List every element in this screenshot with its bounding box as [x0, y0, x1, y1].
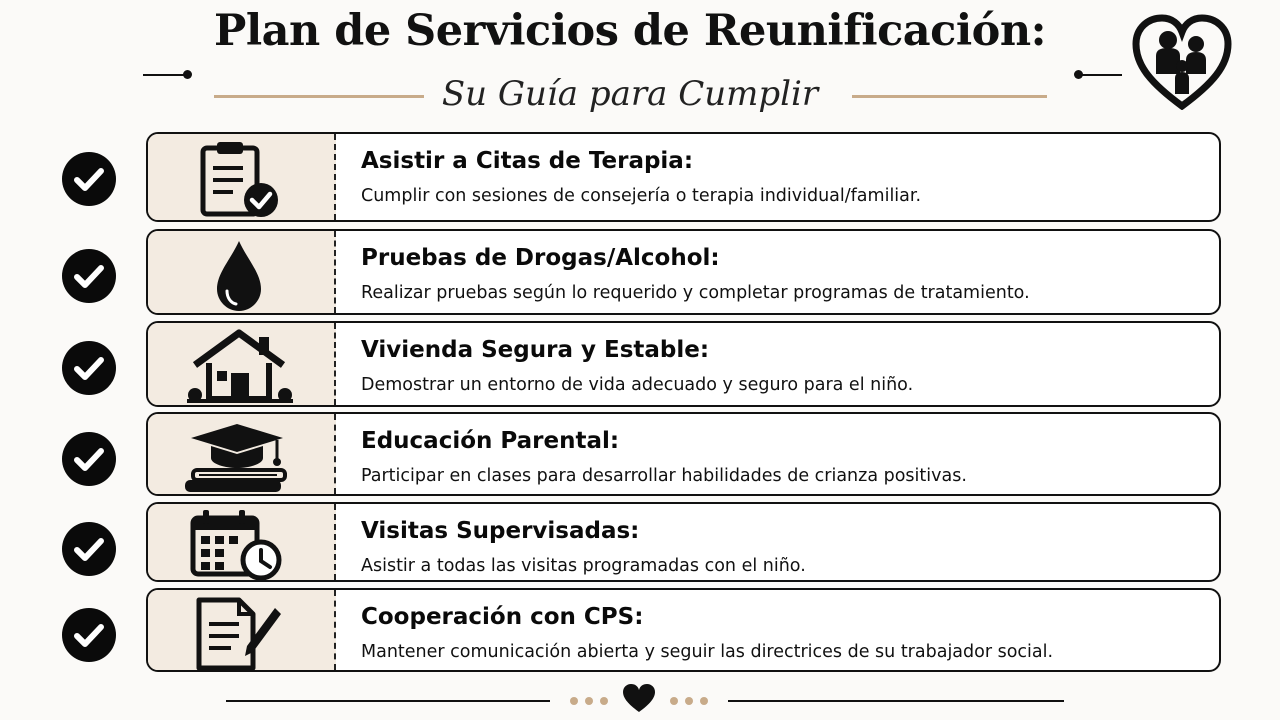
- card-description: Mantener comunicación abierta y seguir las directrices de su trabajador social.: [361, 642, 1054, 662]
- footer-dot: [600, 697, 608, 705]
- list-item: [0, 588, 1280, 680]
- page-subtitle: Su Guía para Cumplir: [441, 74, 819, 114]
- list-item: [0, 229, 1280, 321]
- list-item: [0, 502, 1280, 594]
- card-title: Visitas Supervisadas:: [361, 518, 640, 544]
- requirement-card: [146, 132, 1221, 222]
- subtitle-line-right: [852, 95, 1047, 98]
- requirement-card: [146, 412, 1221, 496]
- card-description: Cumplir con sesiones de consejería o terapia individual/familiar.: [361, 186, 922, 206]
- check-icon: [62, 522, 116, 576]
- list-item: [0, 132, 1280, 224]
- check-icon: [62, 249, 116, 303]
- footer-line-left: [226, 700, 550, 702]
- check-icon: [62, 608, 116, 662]
- calendar-clock-icon: [181, 508, 301, 582]
- icon-panel: [148, 231, 336, 313]
- footer-dot: [685, 697, 693, 705]
- footer-dot: [670, 697, 678, 705]
- requirement-card: [146, 229, 1221, 315]
- requirement-card: [146, 588, 1221, 672]
- droplet-icon: [181, 235, 301, 315]
- footer-dot: [585, 697, 593, 705]
- check-icon: [62, 341, 116, 395]
- requirement-card: [146, 502, 1221, 582]
- icon-panel: [148, 323, 336, 405]
- footer-line-right: [728, 700, 1064, 702]
- list-item: [0, 412, 1280, 504]
- card-description: Participar en clases para desarrollar habilidades de crianza positivas.: [361, 466, 967, 486]
- card-title: Vivienda Segura y Estable:: [361, 337, 710, 363]
- card-title: Asistir a Citas de Terapia:: [361, 148, 694, 174]
- card-description: Realizar pruebas según lo requerido y completar programas de tratamiento.: [361, 283, 1030, 303]
- card-description: Asistir a todas las visitas programadas con el niño.: [361, 556, 806, 576]
- icon-panel: [148, 504, 336, 580]
- list-item: [0, 321, 1280, 413]
- house-icon: [181, 327, 301, 407]
- graduation-books-icon: [181, 418, 301, 496]
- card-description: Demostrar un entorno de vida adecuado y seguro para el niño.: [361, 375, 914, 395]
- icon-panel: [148, 134, 336, 220]
- heart-icon: [622, 683, 656, 713]
- icon-panel: [148, 414, 336, 494]
- check-icon: [62, 152, 116, 206]
- page-title: Plan de Servicios de Reunificación:: [214, 6, 1046, 56]
- header: [0, 0, 1280, 128]
- card-title: Cooperación con CPS:: [361, 604, 644, 630]
- clipboard-check-icon: [181, 138, 301, 220]
- footer-dot: [700, 697, 708, 705]
- requirement-card: [146, 321, 1221, 407]
- footer-dot: [570, 697, 578, 705]
- card-title: Pruebas de Drogas/Alcohol:: [361, 245, 720, 271]
- family-heart-icon: [1132, 14, 1232, 110]
- document-pen-icon: [181, 594, 301, 672]
- card-title: Educación Parental:: [361, 428, 620, 454]
- check-icon: [62, 432, 116, 486]
- icon-panel: [148, 590, 336, 670]
